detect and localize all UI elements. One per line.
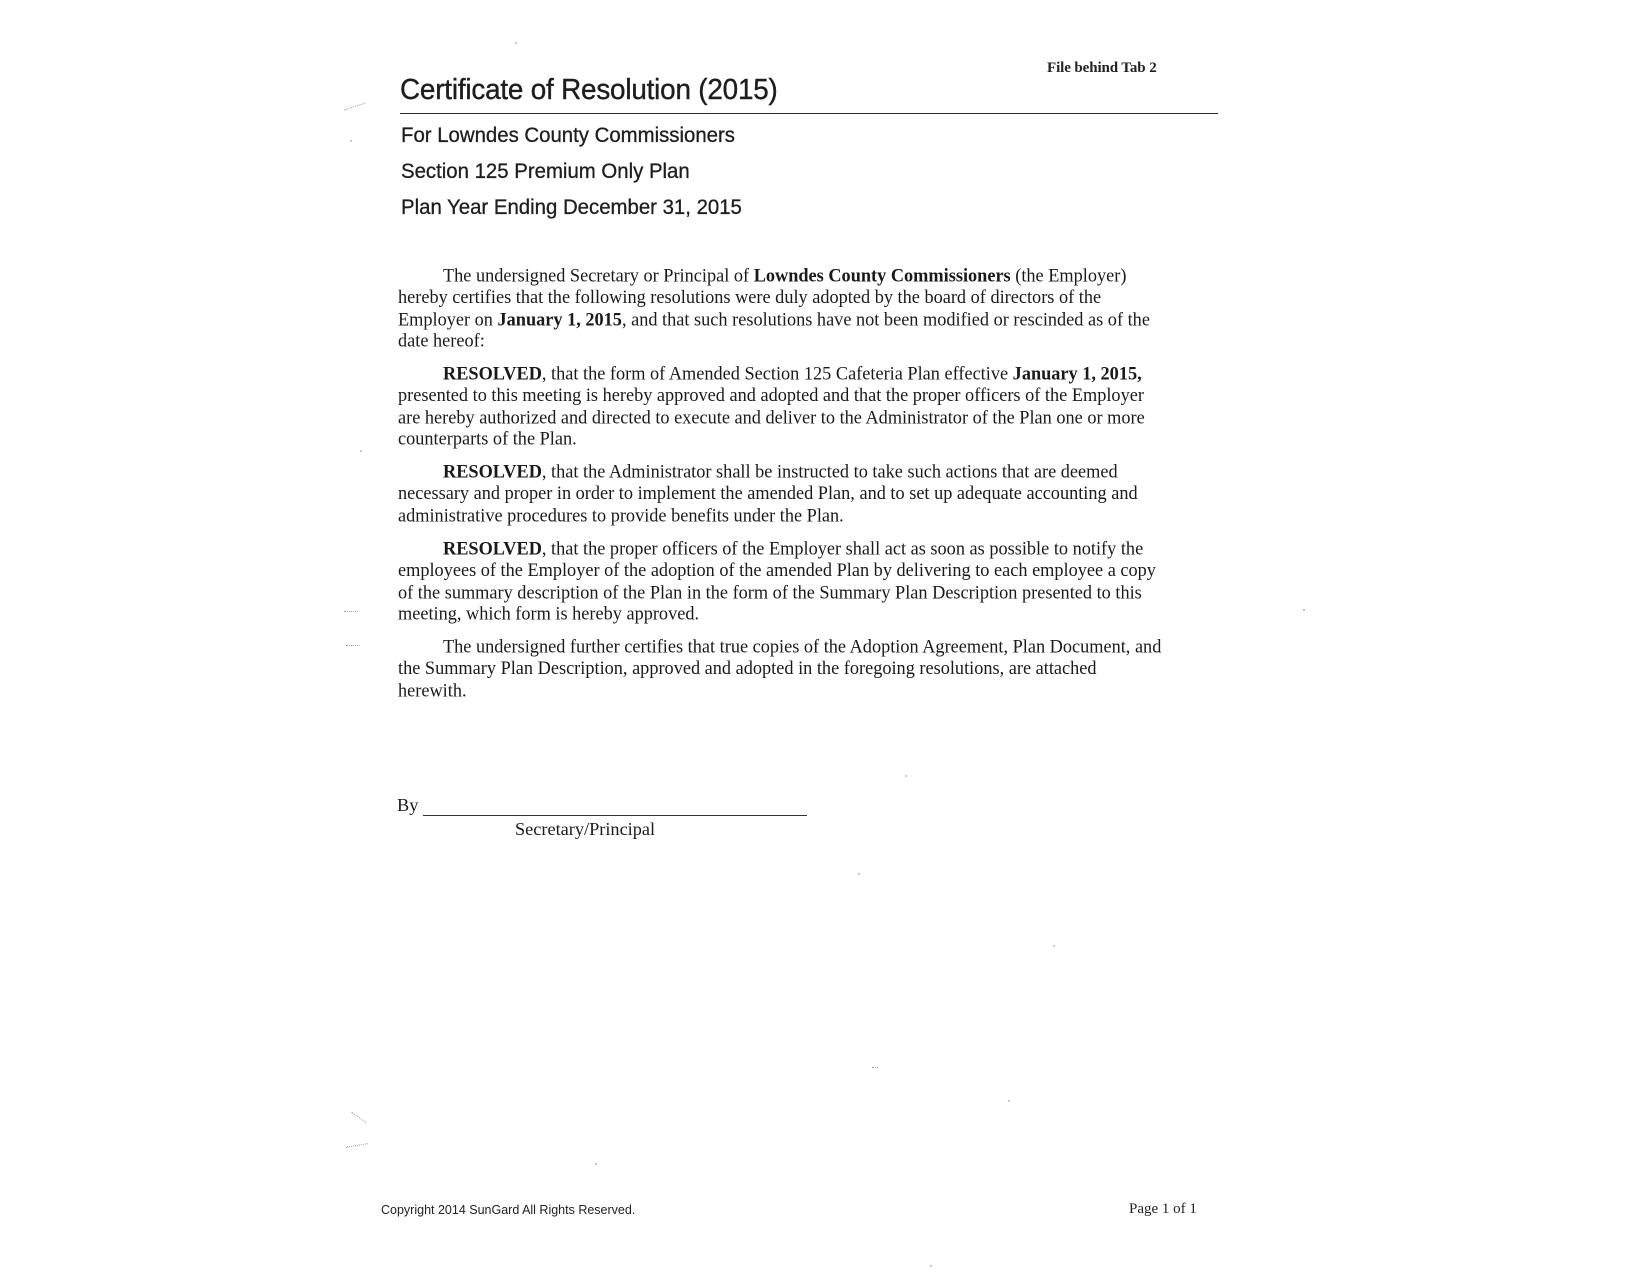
scan-artifact: [515, 42, 517, 44]
scan-artifact: [350, 140, 352, 142]
subtitle-plan-year: Plan Year Ending December 31, 2015: [401, 196, 742, 219]
text-line: hereby certifies that the following resolutions were duly adopted by the board of directors of the: [398, 286, 1102, 308]
signature-caption: Secretary/Principal: [515, 819, 656, 839]
emphasized-text: January 1, 2015,: [1012, 363, 1142, 384]
scan-artifact: [595, 1163, 597, 1165]
paragraph-resolved-notify: [398, 538, 1213, 625]
document-title: Certificate of Resolution (2015): [400, 74, 778, 106]
text-line: the Summary Plan Description, approved and adopted in the foregoing resolutions, are attached: [398, 658, 1097, 679]
text-line: counterparts of the Plan.: [398, 428, 577, 449]
text-line: RESOLVED, that the Administrator shall be instructed to take such actions that are deemed: [443, 461, 1118, 483]
subtitle-plan: Section 125 Premium Only Plan: [401, 160, 690, 183]
text-line: administrative procedures to provide benefits under the Plan.: [398, 505, 844, 526]
scan-artifact: [360, 450, 362, 452]
text-line: The undersigned Secretary or Principal of Lowndes County Commissioners (the Employer): [443, 265, 1127, 286]
scan-artifact: [1008, 1100, 1010, 1102]
scan-artifact: [344, 611, 358, 612]
emphasized-text: RESOLVED: [443, 363, 542, 384]
text-line: RESOLVED, that the proper officers of the Employer shall act as soon as possible to notify the: [443, 538, 1144, 559]
signature-line: [423, 815, 807, 816]
text-line: presented to this meeting is hereby approved and adopted and that the proper officers of the Employer: [398, 385, 1144, 406]
scan-artifact: [1303, 609, 1305, 611]
paragraph-certification: [398, 265, 1213, 352]
footer-page-number: Page 1 of 1: [1129, 1201, 1197, 1217]
text-line: employees of the Employer of the adoption of the amended Plan by delivering to each employee a copy: [398, 560, 1156, 581]
tab-note: File behind Tab 2: [1047, 60, 1157, 76]
emphasized-text: Lowndes County Commissioners: [753, 265, 1011, 286]
text-line: meeting, which form is hereby approved.: [398, 603, 700, 624]
scan-artifact: [858, 873, 860, 875]
emphasized-text: RESOLVED: [443, 461, 542, 483]
text-line: date hereof:: [398, 330, 485, 351]
scan-artifact: [344, 103, 365, 111]
scan-artifact: [1053, 945, 1055, 947]
text-line: are hereby authorized and directed to execute and deliver to the Administrator of the Plan one or more: [398, 406, 1145, 428]
text-line: necessary and proper in order to implement the amended Plan, and to set up adequate accounting and: [398, 483, 1138, 504]
subtitle-employer: For Lowndes County Commissioners: [401, 124, 735, 147]
text-line: Employer on January 1, 2015, and that such resolutions have not been modified or rescinded as of the: [398, 308, 1150, 329]
footer-copyright: Copyright 2014 SunGard All Rights Reserved.: [381, 1203, 636, 1217]
scan-artifact: [872, 1067, 878, 1068]
scan-artifact: [346, 645, 360, 646]
emphasized-text: RESOLVED: [443, 538, 542, 559]
text-line: of the summary description of the Plan in the form of the Summary Plan Description presented to this: [398, 581, 1142, 603]
signature-by-label: By: [397, 795, 419, 815]
scan-artifact: [905, 775, 907, 777]
emphasized-text: January 1, 2015: [497, 308, 622, 329]
paragraph-resolved-administrator: [398, 462, 1213, 527]
title-divider: [400, 113, 1218, 114]
scan-artifact: [346, 1143, 368, 1148]
scan-artifact: [351, 1112, 366, 1123]
text-line: herewith.: [398, 680, 467, 701]
paragraph-further-certification: [398, 637, 1213, 702]
text-line: The undersigned further certifies that true copies of the Adoption Agreement, Plan Document, and: [443, 636, 1162, 658]
text-line: RESOLVED, that the form of Amended Section 125 Cafeteria Plan effective January 1, 2015,: [443, 363, 1142, 384]
scan-artifact: [930, 1265, 932, 1267]
resolution-body: [398, 266, 1213, 714]
paragraph-resolved-adoption: [398, 363, 1213, 450]
